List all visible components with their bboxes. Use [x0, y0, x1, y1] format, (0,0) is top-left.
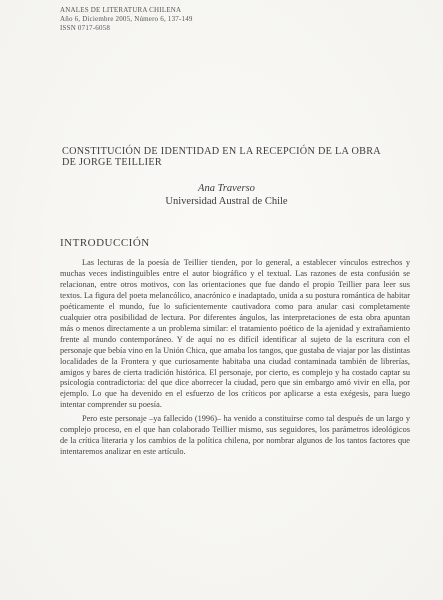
- body-text: [60, 258, 410, 458]
- journal-issue: Año 6, Diciembre 2005, Número 6, 137-149: [60, 15, 193, 23]
- section-heading: INTRODUCCIÓN: [60, 237, 150, 249]
- journal-header: [60, 6, 193, 33]
- paragraph-2: Pero este personaje –ya fallecido (1996)– ha venido a constituirse como tal después de un largo y complejo proceso, en el que han colaborado Teillier mismo, sus seguidores, los parámetros ideológicos de la crítica literaria y los cambios de la política chilena, por nombrar algunos de los tantos factores que intentaremos analizar en este artículo.: [60, 414, 410, 457]
- author-name: Ana Traverso: [198, 183, 255, 194]
- author-block: [0, 182, 443, 208]
- paragraph-1: Las lecturas de la poesía de Teillier tienden, por lo general, a establecer vínculos estrechos y muchas veces indistinguibles entre el autor biográfico y el textual. Las razones de esta confusión se relacionan, entre otros motivos, con las orientaciones que fue dando el propio Teillier para leer sus textos. La figura del poeta melancólico, anacrónico e inadaptado, unida a su postura romántica de habitar poéticamente el mundo, fue lo suficientemente cautivadora como para anular casi completamente cualquier otra posibilidad de lectura. Por diferentes ángulos, las interpretaciones de esta obra apuntan más o menos directamente a un problema similar: el tratamiento poético de la ajenidad y extrañamiento frente al mundo contemporáneo. Y de aquí no es difícil identificar al sujeto de la escritura con el personaje que bebía vino en la Unión Chica, que amaba los tangos, que gustaba de viajar por las distintas localidades de la Frontera y que curiosamente habitaba una ciudad contaminada también de librerías, amigos y bares de cierta tradición histórica. El personaje, por cierto, es complejo y ha costado captar su psicología contradictoria: del que dice aborrecer la ciudad, pero que sin embargo amó vivir en ella, por ejemplo. Lo que ha devenido en el esfuerzo de los críticos por aplicarse a esta exégesis, para luego intentar comprender su poesía.: [60, 258, 410, 410]
- article-title: CONSTITUCIÓN DE IDENTIDAD EN LA RECEPCIÓN DE LA OBRA DE JORGE TEILLIER: [62, 146, 381, 168]
- journal-name: ANALES DE LITERATURA CHILENA: [60, 6, 182, 14]
- author-affiliation: Universidad Austral de Chile: [165, 196, 288, 207]
- journal-issn: ISSN 0717-6058: [60, 24, 111, 32]
